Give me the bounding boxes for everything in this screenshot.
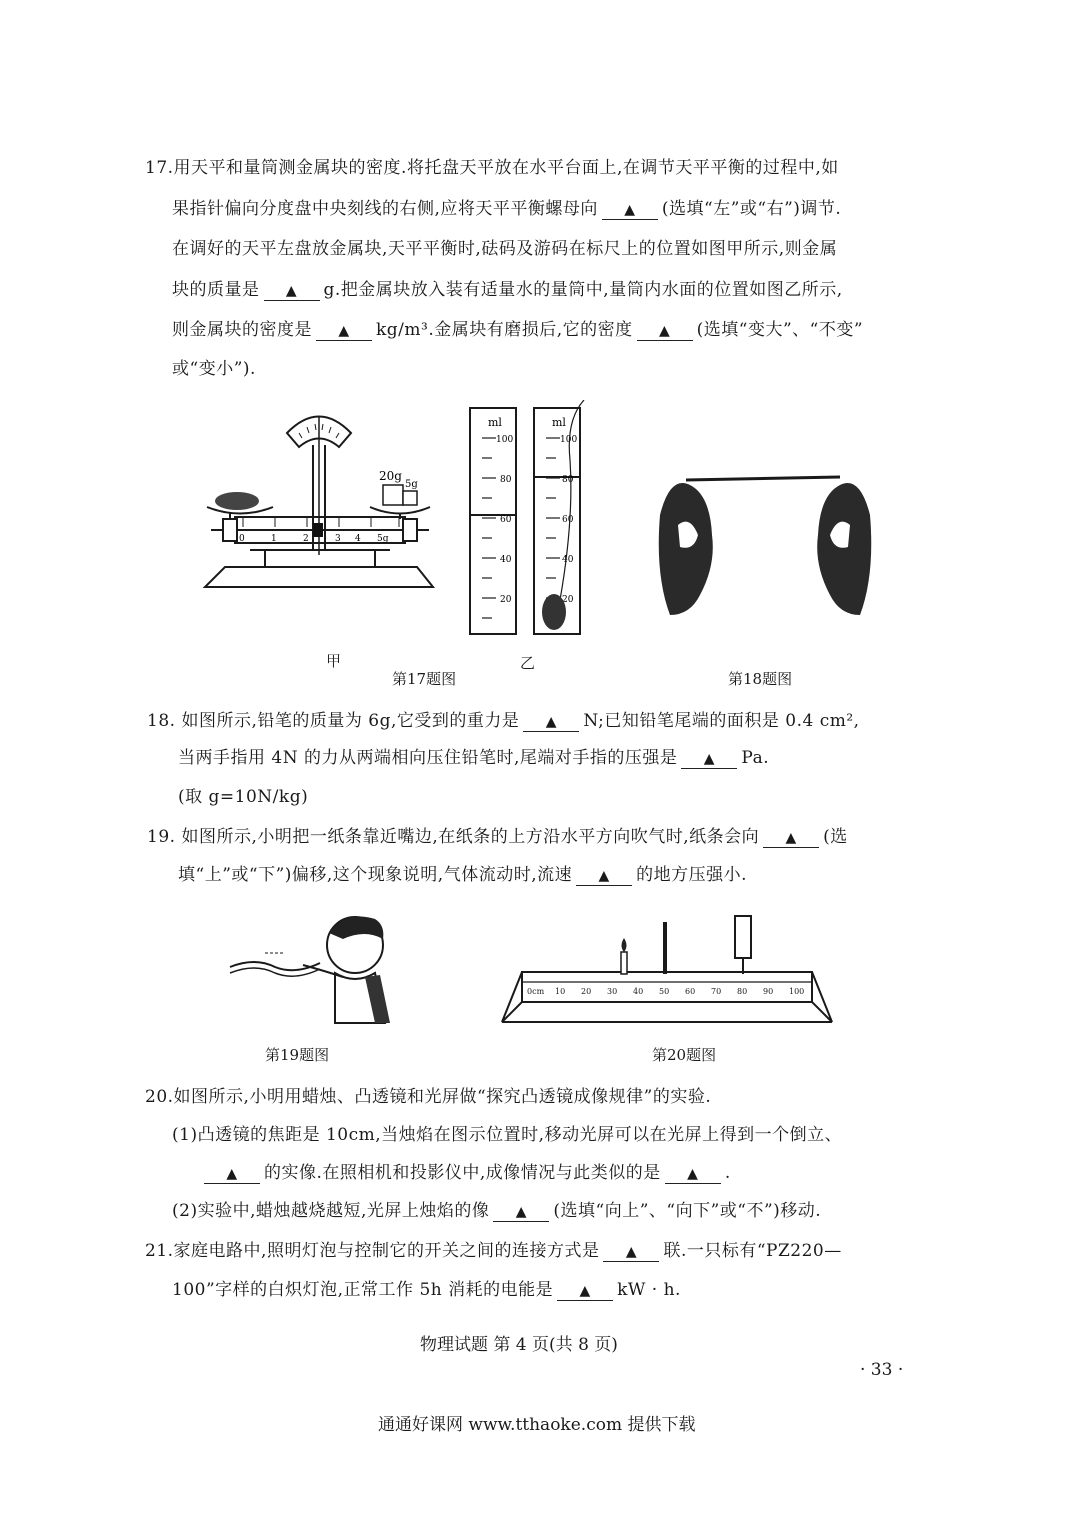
bench-tick: 50 <box>659 987 670 996</box>
cylinder-unit: ml <box>488 416 502 429</box>
balance-figure <box>195 405 445 605</box>
cylinder-unit: ml <box>552 416 566 429</box>
bench-tick: 70 <box>711 987 722 996</box>
svg-text:80: 80 <box>500 475 512 485</box>
q17-line-4: 块的质量是 ▲ g.把金属块放入装有适量水的量筒中,量筒内水面的位置如图乙所示, <box>172 280 843 300</box>
q20-line-4: (2)实验中,蜡烛越烧越短,光屏上烛焰的像 ▲ (选填“向上”、“向下”或“不”)移动. <box>172 1201 822 1221</box>
weight-label: 20g <box>379 469 402 483</box>
q18-line-3: (取 g=10N/kg) <box>178 787 309 807</box>
svg-text:40: 40 <box>500 555 512 565</box>
q20-line-3: ▲ 的实像.在照相机和投影仪中,成像情况与此类似的是 ▲ . <box>200 1162 731 1184</box>
label-yi: 乙 <box>520 654 536 672</box>
page-footer-title: 物理试题 第 4 页(共 8 页) <box>420 1335 618 1355</box>
answer-blank[interactable]: ▲ <box>665 1165 721 1184</box>
answer-blank[interactable]: ▲ <box>602 201 658 220</box>
q17-line-1: 17.用天平和量筒测金属块的密度.将托盘天平放在水平台面上,在调节天平平衡的过程中,如 <box>145 158 839 178</box>
scale-mark: 1 <box>271 534 277 544</box>
answer-blank[interactable]: ▲ <box>523 713 579 732</box>
label-jia: 甲 <box>326 652 342 670</box>
answer-blank[interactable]: ▲ <box>637 322 693 341</box>
answer-blank[interactable]: ▲ <box>576 867 632 886</box>
bench-tick: 40 <box>633 987 644 996</box>
bench-tick: 60 <box>685 987 696 996</box>
bench-tick: 10 <box>555 987 566 996</box>
fig20-caption: 第20题图 <box>652 1046 717 1064</box>
fig17-caption: 第17题图 <box>392 670 457 688</box>
q21-line-1: 21.家庭电路中,照明灯泡与控制它的开关之间的连接方式是 ▲ 联.一只标有“PZ220— <box>145 1241 842 1261</box>
svg-text:20: 20 <box>562 595 574 605</box>
answer-blank[interactable]: ▲ <box>493 1203 549 1222</box>
scale-mark: 3 <box>335 534 341 544</box>
q17-line-5: 则金属块的密度是 ▲ kg/m³.金属块有磨损后,它的密度 ▲ (选填“变大”、“不变” <box>172 320 864 340</box>
fig19-caption: 第19题图 <box>265 1046 330 1064</box>
bench-tick: 30 <box>607 987 618 996</box>
optical-bench-figure <box>497 912 842 1032</box>
q18-line-1: 18. 如图所示,铅笔的质量为 6g,它受到的重力是 ▲ N;已知铅笔尾端的面积是 0.4 cm², <box>147 711 860 731</box>
svg-text:100: 100 <box>560 435 578 445</box>
download-watermark: 通通好课网 www.tthaoke.com 提供下载 <box>378 1415 696 1435</box>
svg-text:60: 60 <box>562 515 574 525</box>
svg-text:40: 40 <box>562 555 574 565</box>
answer-blank[interactable]: ▲ <box>204 1165 260 1184</box>
bench-tick: 20 <box>581 987 592 996</box>
svg-text:20: 20 <box>500 595 512 605</box>
scale-mark: 0 <box>239 534 245 544</box>
q20-line-1: 20.如图所示,小明用蜡烛、凸透镜和光屏做“探究凸透镜成像规律”的实验. <box>145 1087 712 1107</box>
bench-tick: 80 <box>737 987 748 996</box>
cylinder-figure <box>462 400 592 640</box>
bench-tick: 90 <box>763 987 774 996</box>
q20-line-2: (1)凸透镜的焦距是 10cm,当烛焰在图示位置时,移动光屏可以在光屏上得到一个倒立、 <box>172 1125 843 1145</box>
answer-blank[interactable]: ▲ <box>316 322 372 341</box>
bench-tick: 0cm <box>527 987 545 996</box>
q19-line-2: 填“上”或“下”)偏移,这个现象说明,气体流动时,流速 ▲ 的地方压强小. <box>178 865 748 885</box>
page-number: · 33 · <box>860 1360 904 1380</box>
answer-blank[interactable]: ▲ <box>763 829 819 848</box>
answer-blank[interactable]: ▲ <box>603 1243 659 1262</box>
scale-mark: 2 <box>303 534 309 544</box>
q17-line-6: 或“变小”). <box>172 359 256 379</box>
fig18-caption: 第18题图 <box>728 670 793 688</box>
q18-line-2: 当两手指用 4N 的力从两端相向压住铅笔时,尾端对手指的压强是 ▲ Pa. <box>178 748 770 768</box>
q21-line-2: 100”字样的白炽灯泡,正常工作 5h 消耗的电能是 ▲ kW · h. <box>172 1280 681 1300</box>
bench-tick: 100 <box>789 987 805 996</box>
boy-blowing-figure <box>225 905 400 1030</box>
scale-mark: 4 <box>355 534 361 544</box>
hands-pencil-figure <box>650 455 880 625</box>
q17-line-3: 在调好的天平左盘放金属块,天平平衡时,砝码及游码在标尺上的位置如图甲所示,则金属 <box>172 239 838 259</box>
svg-text:80: 80 <box>562 475 574 485</box>
scale-mark: 5g <box>377 534 389 544</box>
weight-label: 5g <box>405 479 418 490</box>
svg-text:60: 60 <box>500 515 512 525</box>
q17-line-2: 果指针偏向分度盘中央刻线的右侧,应将天平平衡螺母向 ▲ (选填“左”或“右”)调节. <box>172 199 842 219</box>
q19-line-1: 19. 如图所示,小明把一纸条靠近嘴边,在纸条的上方沿水平方向吹气时,纸条会向 ▲ (选 <box>147 827 848 847</box>
answer-blank[interactable]: ▲ <box>557 1282 613 1301</box>
answer-blank[interactable]: ▲ <box>681 750 737 769</box>
svg-text:100: 100 <box>496 435 514 445</box>
answer-blank[interactable]: ▲ <box>264 282 320 301</box>
